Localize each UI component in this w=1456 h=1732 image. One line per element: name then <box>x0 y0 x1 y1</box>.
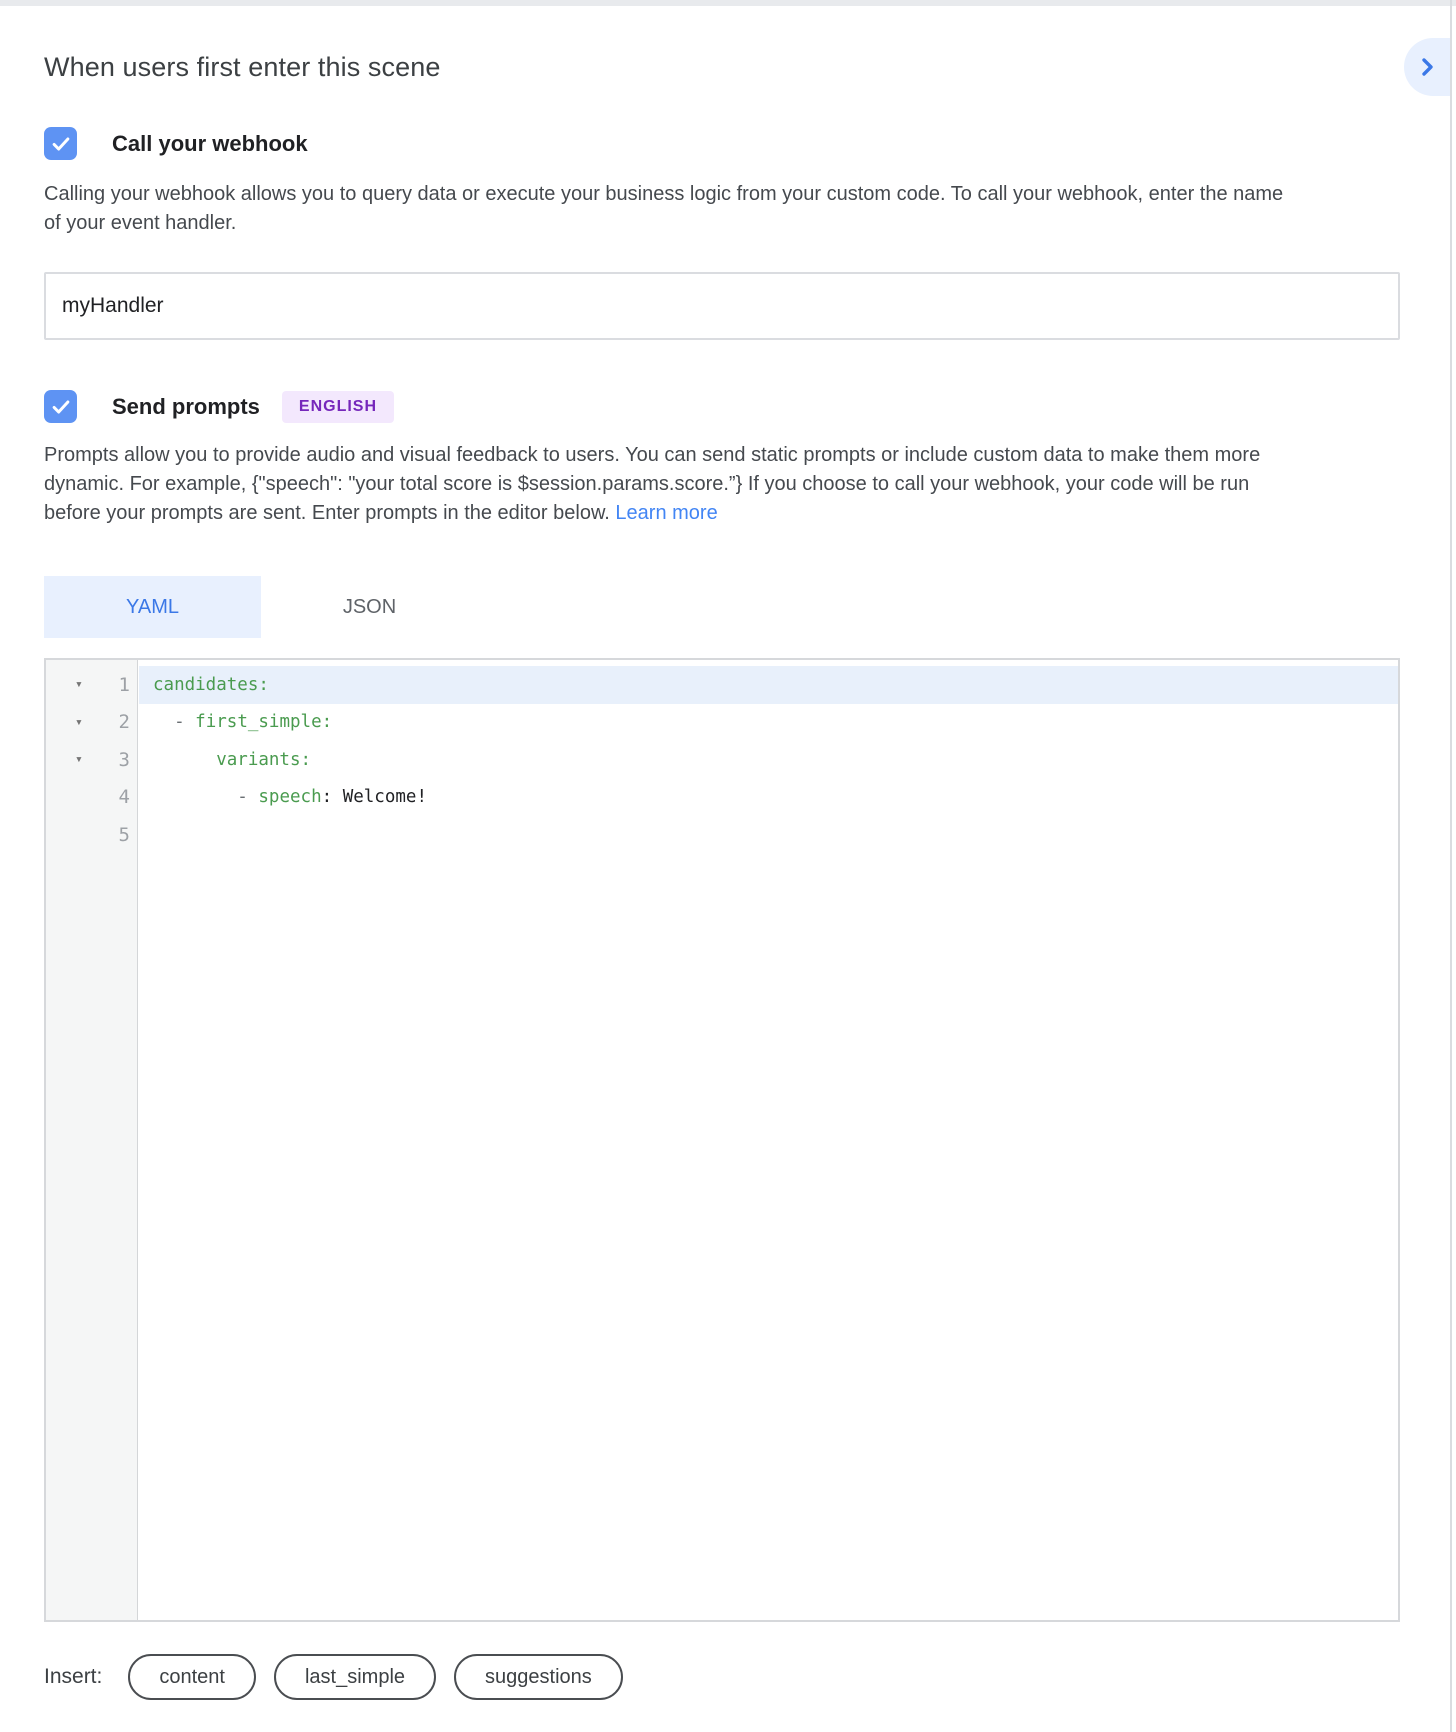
line-number: 3 <box>118 748 130 771</box>
code-content[interactable] <box>139 666 1398 704</box>
prompts-section-label: Send prompts <box>112 393 260 419</box>
code-token: Welcome! <box>332 787 427 808</box>
code-lines <box>46 660 1398 854</box>
code-token: first_simple <box>195 712 322 733</box>
insert-chip-last_simple[interactable]: last_simple <box>274 1654 436 1700</box>
insert-label: Insert: <box>44 1665 103 1688</box>
checkmark-icon <box>50 396 72 418</box>
insert-chip-suggestions[interactable]: suggestions <box>454 1654 623 1700</box>
fold-arrow-icon[interactable]: ▾ <box>75 714 83 730</box>
line-number: 5 <box>118 823 130 846</box>
code-token <box>153 712 174 732</box>
webhook-section-label: Call your webhook <box>112 130 308 156</box>
prompts-description-text: Prompts allow you to provide audio and visual feedback to users. You can send static prompts or include custom data to make them more dynamic. For example, {"speech": "your total score is $session.params.score.”} If you choose to call your webhook, your code will be run before your prompts are sent. Enter prompts in the editor below. <box>44 444 1261 524</box>
code-token: : <box>258 674 269 695</box>
code-content[interactable] <box>139 704 1398 742</box>
language-badge: ENGLISH <box>282 391 394 423</box>
code-token <box>185 712 196 732</box>
panel-right-divider <box>1450 0 1452 1732</box>
code-line[interactable] <box>46 741 1398 779</box>
editor-format-tabs <box>44 576 1400 638</box>
prompts-section-header <box>44 390 1400 423</box>
code-token: - <box>237 787 248 808</box>
gutter-cell <box>46 816 139 854</box>
prompts-description <box>44 441 1284 528</box>
gutter-cell <box>46 741 139 779</box>
insert-chips <box>128 1654 640 1700</box>
tab-yaml[interactable]: YAML <box>44 576 261 638</box>
panel-top-divider <box>0 0 1456 6</box>
code-token: variants <box>216 749 301 770</box>
code-token: candidates <box>153 674 259 695</box>
code-line[interactable] <box>46 779 1398 817</box>
page-title: When users first enter this scene <box>44 52 441 82</box>
insert-chip-content[interactable]: content <box>128 1654 256 1700</box>
line-number: 2 <box>118 711 130 734</box>
code-line[interactable] <box>46 816 1398 854</box>
code-token <box>248 787 259 807</box>
code-content[interactable] <box>139 816 1398 854</box>
checkmark-icon <box>50 133 72 155</box>
webhook-section-header <box>44 127 1400 160</box>
learn-more-link[interactable]: Learn more <box>615 502 718 524</box>
code-token: speech <box>258 787 322 808</box>
fold-arrow-icon[interactable]: ▾ <box>75 677 83 693</box>
code-token: - <box>174 712 185 733</box>
line-number: 4 <box>118 786 130 809</box>
tab-json[interactable]: JSON <box>261 576 478 638</box>
gutter-cell <box>46 704 139 742</box>
event-handler-input[interactable] <box>44 272 1400 340</box>
insert-toolbar <box>44 1654 1400 1700</box>
chevron-right-icon <box>1415 55 1439 79</box>
code-token: : <box>321 787 333 808</box>
gutter-cell <box>46 779 139 817</box>
prompts-checkbox[interactable] <box>44 390 77 423</box>
code-token <box>153 750 216 770</box>
code-content[interactable] <box>139 741 1398 779</box>
code-token <box>153 787 237 807</box>
line-number: 1 <box>118 673 130 696</box>
prompt-code-editor[interactable] <box>44 658 1400 1622</box>
fold-arrow-icon[interactable]: ▾ <box>75 752 83 768</box>
code-token: : <box>300 749 312 770</box>
code-line[interactable] <box>46 704 1398 742</box>
webhook-checkbox[interactable] <box>44 127 77 160</box>
code-content[interactable] <box>139 779 1398 817</box>
gutter-cell <box>46 666 139 704</box>
webhook-description: Calling your webhook allows you to query data or execute your business logic from your custom code. To call your webhook, enter the name of your event handler. <box>44 183 1284 234</box>
code-token: : <box>321 712 333 733</box>
code-line[interactable] <box>46 666 1398 704</box>
